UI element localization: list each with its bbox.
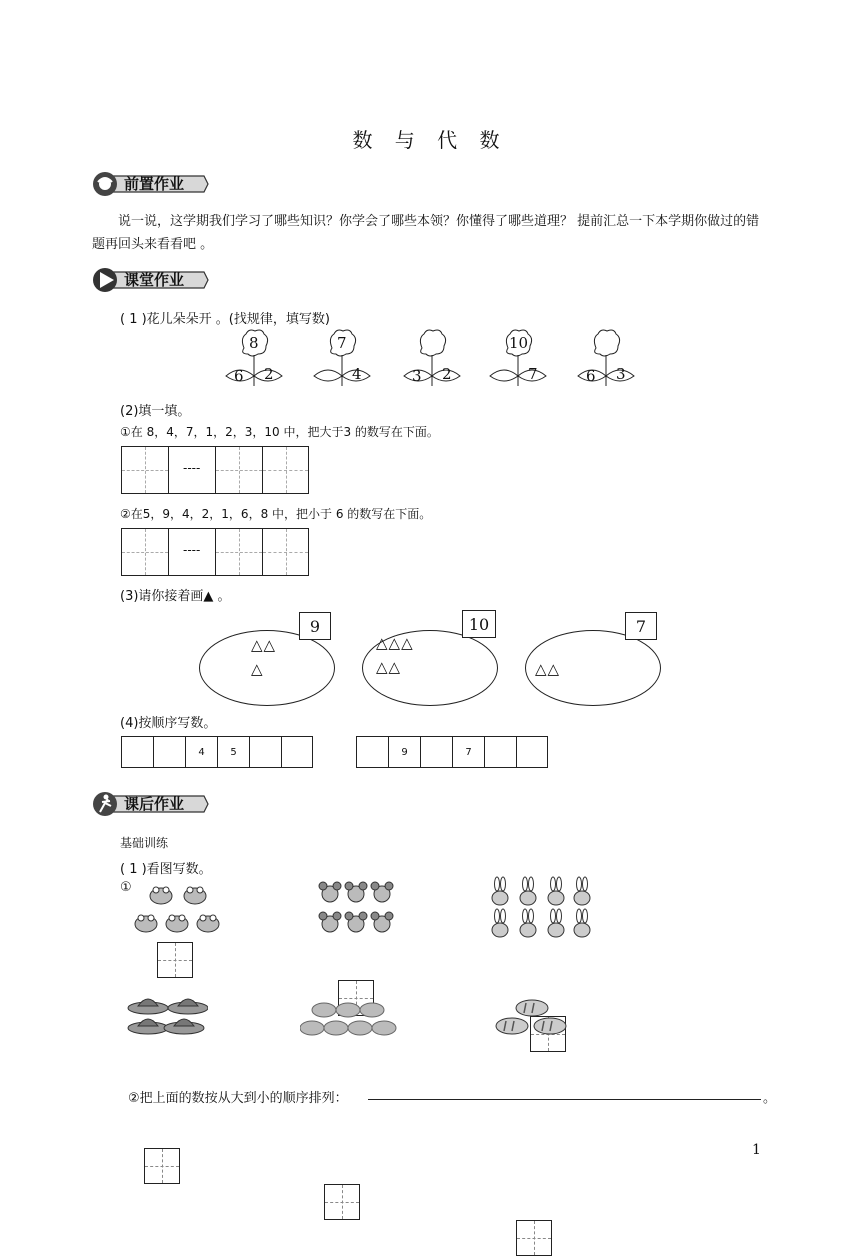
answer-grid-b <box>121 528 309 576</box>
after-q1-label: ( 1 )看图写数。 <box>120 862 212 877</box>
marker-2: ②把上面的数按从大到小的顺序排列： <box>128 1091 348 1106</box>
q2b-label: ②在5，9，4，2，1，6，8 中，把小于 6 的数写在下面。 <box>120 507 432 521</box>
answer-grid-a <box>121 446 309 494</box>
flower <box>400 328 464 390</box>
triangles-row: △△ <box>376 658 402 676</box>
section-label-class: 课堂作业 <box>124 271 185 289</box>
triangles-row: △△△ <box>376 634 414 652</box>
answer-cell[interactable] <box>168 446 215 494</box>
page-number: 1 <box>752 1142 761 1158</box>
q2a-label: ①在 8，4，7，1，2，3，10 中，把大于3 的数写在下面。 <box>120 425 439 439</box>
seq-cell[interactable] <box>121 736 153 768</box>
triangles-row: △△ <box>251 636 277 654</box>
answer-line[interactable] <box>368 1099 761 1100</box>
rabbit-icon <box>488 876 598 942</box>
sequence-2 <box>356 736 548 768</box>
flower-top-number: 8 <box>249 334 259 352</box>
flower-left-number: 6 <box>234 367 244 385</box>
flower-left-number: 3 <box>412 367 422 385</box>
practice-subtitle: 基础训练 <box>120 836 169 850</box>
bread-icon <box>494 998 570 1038</box>
section-banner-pre <box>92 170 210 198</box>
seq-cell[interactable] <box>356 736 388 768</box>
flower-right-number: 2 <box>264 365 274 383</box>
flower-icon <box>574 328 638 390</box>
answer-cell[interactable] <box>262 446 309 494</box>
hats-picture <box>126 992 208 1038</box>
dots: ---- <box>183 461 201 475</box>
answer-cell[interactable] <box>121 528 168 576</box>
flower-right-number: 3 <box>616 365 626 383</box>
seq-cell[interactable]: 7 <box>452 736 484 768</box>
q3-label: (3)请你接着画▲ 。 <box>120 589 231 604</box>
mice-picture <box>318 880 398 942</box>
flower-icon <box>400 328 464 390</box>
marker-1: ① <box>120 880 132 895</box>
flower-row <box>222 328 642 390</box>
flower-top-number: 7 <box>337 334 347 352</box>
oval-number-box: 7 <box>625 612 657 640</box>
oval-group-2 <box>362 608 502 706</box>
flower <box>310 328 374 390</box>
flower-right-number: 2 <box>442 365 452 383</box>
seq-cell[interactable] <box>484 736 516 768</box>
answer-cell[interactable] <box>215 446 262 494</box>
frog-icon <box>133 882 225 940</box>
flower-right-number: 4 <box>352 365 362 383</box>
flower <box>574 328 638 390</box>
bread-picture <box>494 998 570 1038</box>
egg-icon <box>300 1002 400 1038</box>
oval-number-box: 9 <box>299 612 331 640</box>
section-label-after: 课后作业 <box>124 795 185 813</box>
oval-group-3 <box>525 610 665 706</box>
q4-label: (4)按顺序写数。 <box>120 716 217 731</box>
flower-left-number: 6 <box>586 367 596 385</box>
seq-cell[interactable] <box>153 736 185 768</box>
triangles-row: △△ <box>535 660 561 678</box>
eggs-picture <box>300 1002 400 1038</box>
write-box[interactable] <box>324 1184 360 1220</box>
write-box[interactable] <box>157 942 193 978</box>
hat-icon <box>126 992 208 1038</box>
oval-number-box: 10 <box>462 610 496 638</box>
rabbits-picture <box>488 876 598 942</box>
flower <box>486 328 550 390</box>
flower-top-number: 10 <box>509 334 529 352</box>
seq-cell[interactable] <box>420 736 452 768</box>
sequence-1 <box>121 736 313 768</box>
answer-cell[interactable] <box>121 446 168 494</box>
answer-cell[interactable] <box>168 528 215 576</box>
pre-paragraph: 说一说，这学期我们学习了哪些知识？你学会了哪些本领？你懂得了哪些道理？ 提前汇总一下本学期你做过的错题再回头来看看吧 。 <box>92 214 760 252</box>
triangles-row: △ <box>251 660 264 678</box>
section-banner-after <box>92 790 210 818</box>
section-banner-class <box>92 266 210 294</box>
answer-cell[interactable] <box>215 528 262 576</box>
seq-cell[interactable]: 9 <box>388 736 420 768</box>
seq-cell[interactable]: 5 <box>217 736 249 768</box>
sentence-end: 。 <box>763 1091 777 1106</box>
section-label-pre: 前置作业 <box>124 175 185 193</box>
write-box[interactable] <box>516 1220 552 1256</box>
frogs-picture <box>133 882 225 940</box>
seq-cell[interactable] <box>249 736 281 768</box>
seq-cell[interactable] <box>516 736 548 768</box>
q2-label: (2)填一填。 <box>120 404 191 419</box>
answer-cell[interactable] <box>262 528 309 576</box>
write-box[interactable] <box>144 1148 180 1184</box>
seq-cell[interactable]: 4 <box>185 736 217 768</box>
oval-group-1 <box>199 610 339 706</box>
flower-right-number: 7 <box>528 365 538 383</box>
page-title: 数 与 代 数 <box>352 128 508 152</box>
q1-label: ( 1 )花儿朵朵开 。(找规律，填写数) <box>120 312 330 327</box>
mouse-icon <box>318 880 398 942</box>
seq-cell[interactable] <box>281 736 313 768</box>
dots: ---- <box>183 543 201 557</box>
flower <box>222 328 286 390</box>
